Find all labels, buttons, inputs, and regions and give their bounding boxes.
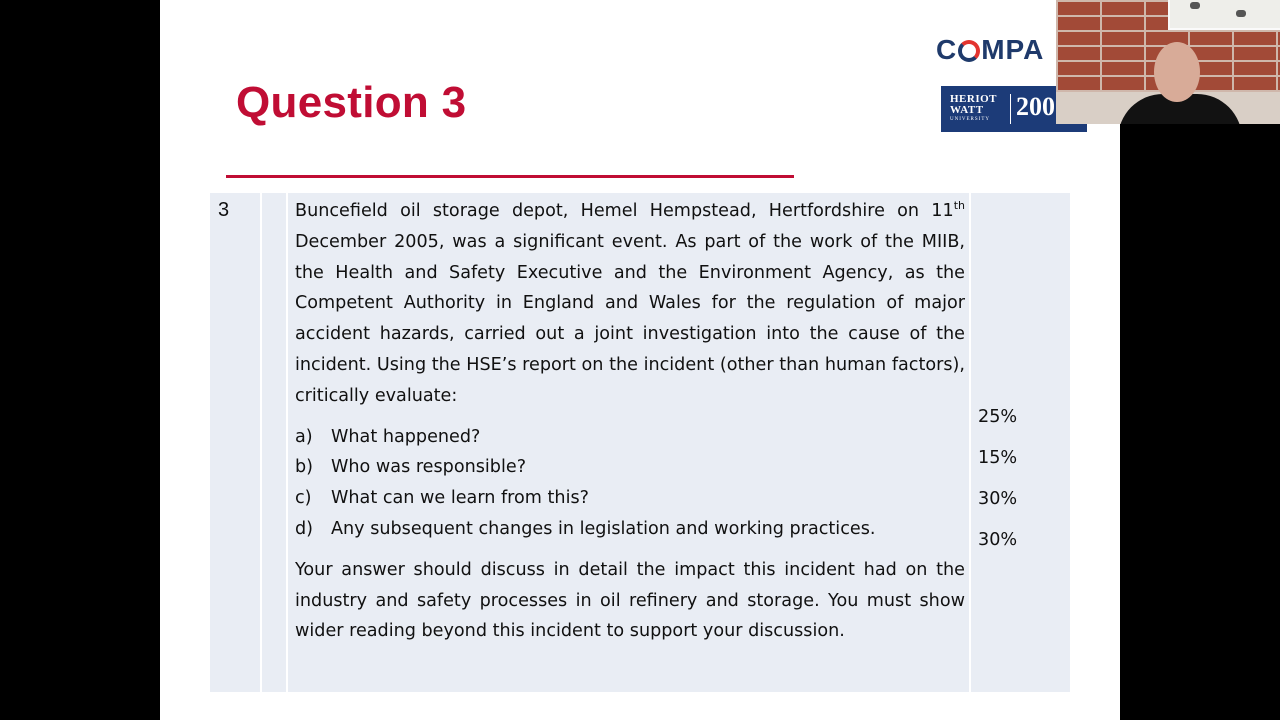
title-underline (226, 175, 794, 178)
question-parts-list (295, 422, 965, 545)
question-closing: Your answer should discuss in detail the impact this incident had on the industry and safety processes in oil refinery and storage. You must show wider reading beyond this incident to support your discussion. (295, 559, 965, 642)
part-letter: b) (295, 457, 314, 478)
question-intro-part2: December 2005, was a significant event. As part of the work of the MIIB, the Health and Safety Executive and the Environment Agency, as the Competent Authority in England and Wales for the regulation of major accident hazards, carried out a joint investigation into the cause of the incident. Using the HSE’s report on the incident (other than human factors), critically evaluate: (295, 231, 965, 406)
part-text: What happened? (331, 426, 481, 447)
heriot-watt-line1: HERIOT (950, 93, 998, 105)
question-table (210, 193, 1070, 692)
presenter-webcam (1056, 0, 1280, 124)
question-intro (295, 196, 965, 412)
part-text: Any subsequent changes in legislation and working practices. (331, 518, 876, 539)
question-body (295, 196, 965, 647)
question-number: 3 (218, 199, 230, 221)
question-part (295, 483, 965, 514)
heriot-watt-years: 200 (1016, 92, 1055, 121)
wall-picture (1168, 0, 1280, 30)
part-mark: 15% (978, 448, 1018, 468)
compass-ring-icon (958, 40, 980, 62)
question-part (295, 452, 965, 483)
marks-column (978, 402, 1017, 566)
question-intro-superscript: th (953, 199, 965, 212)
part-text: What can we learn from this? (331, 488, 589, 509)
part-text: Who was responsible? (331, 457, 527, 478)
heriot-watt-line2: WATT (950, 104, 984, 116)
question-intro-part1: Buncefield oil storage depot, Hemel Hempstead, Hertfordshire on 11 (295, 201, 954, 221)
compass-logo-suffix: MPA (981, 34, 1045, 65)
table-column-divider (286, 193, 288, 692)
part-letter: c) (295, 488, 312, 509)
part-letter: a) (295, 426, 313, 447)
heriot-watt-name (950, 94, 997, 116)
part-mark: 30% (978, 530, 1018, 550)
heriot-watt-sub: UNIVERSITY (950, 117, 990, 122)
question-part (295, 422, 965, 453)
part-mark: 30% (978, 489, 1018, 509)
part-letter: d) (295, 518, 314, 539)
question-part (295, 514, 965, 545)
presenter-head (1154, 42, 1200, 102)
table-column-divider (969, 193, 971, 692)
compass-logo-prefix: C (936, 34, 958, 65)
slide-title: Question 3 (236, 78, 467, 127)
part-mark: 25% (978, 407, 1018, 427)
presentation-slide (160, 0, 1120, 720)
compass-logo (936, 34, 1044, 66)
heriot-watt-divider (1010, 94, 1011, 124)
table-column-divider (260, 193, 262, 692)
